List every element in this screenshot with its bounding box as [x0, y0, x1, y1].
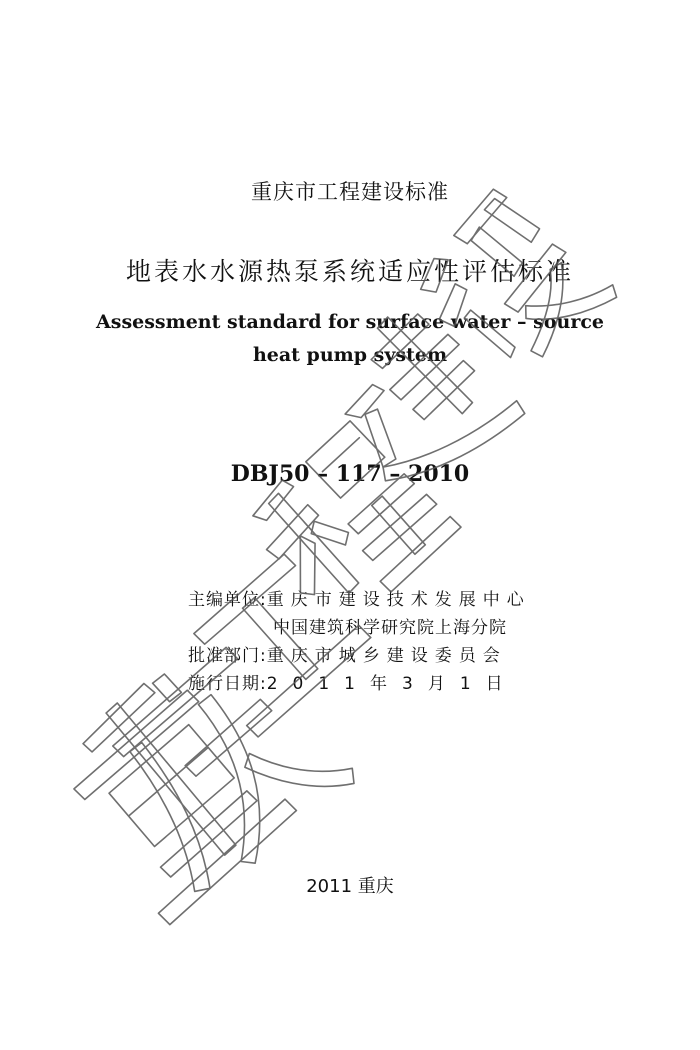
approver: 重庆市城乡建设委员会 [266, 646, 507, 666]
standard-code: DBJ50 – 117 – 2010 [230, 461, 470, 487]
effective-date: 2011年3月1日 [266, 674, 518, 694]
chief-editor-2: 中国建筑科学研究院上海分院 [273, 618, 507, 638]
approver-label: 批准部门: [188, 646, 267, 666]
title-english-line-1: Assessment standard for surface water – source [96, 311, 604, 333]
imprint: 2011 重庆 [306, 876, 394, 897]
chief-editor-row [188, 586, 548, 614]
publication-info [188, 586, 548, 698]
title-english [0, 306, 700, 372]
effective-date-label: 施行日期: [188, 674, 267, 694]
chief-editor-row-2 [188, 614, 548, 642]
effective-date-row [188, 670, 548, 698]
chief-editor-label: 主编单位: [188, 590, 267, 610]
title-chinese: 地表水水源热泵系统适应性评估标准 [125, 257, 574, 286]
series-title: 重庆市工程建设标准 [251, 180, 449, 204]
approver-row [188, 642, 548, 670]
title-english-line-2: heat pump system [252, 344, 448, 366]
chief-editor-1: 重庆市建设技术发展中心 [266, 590, 531, 610]
